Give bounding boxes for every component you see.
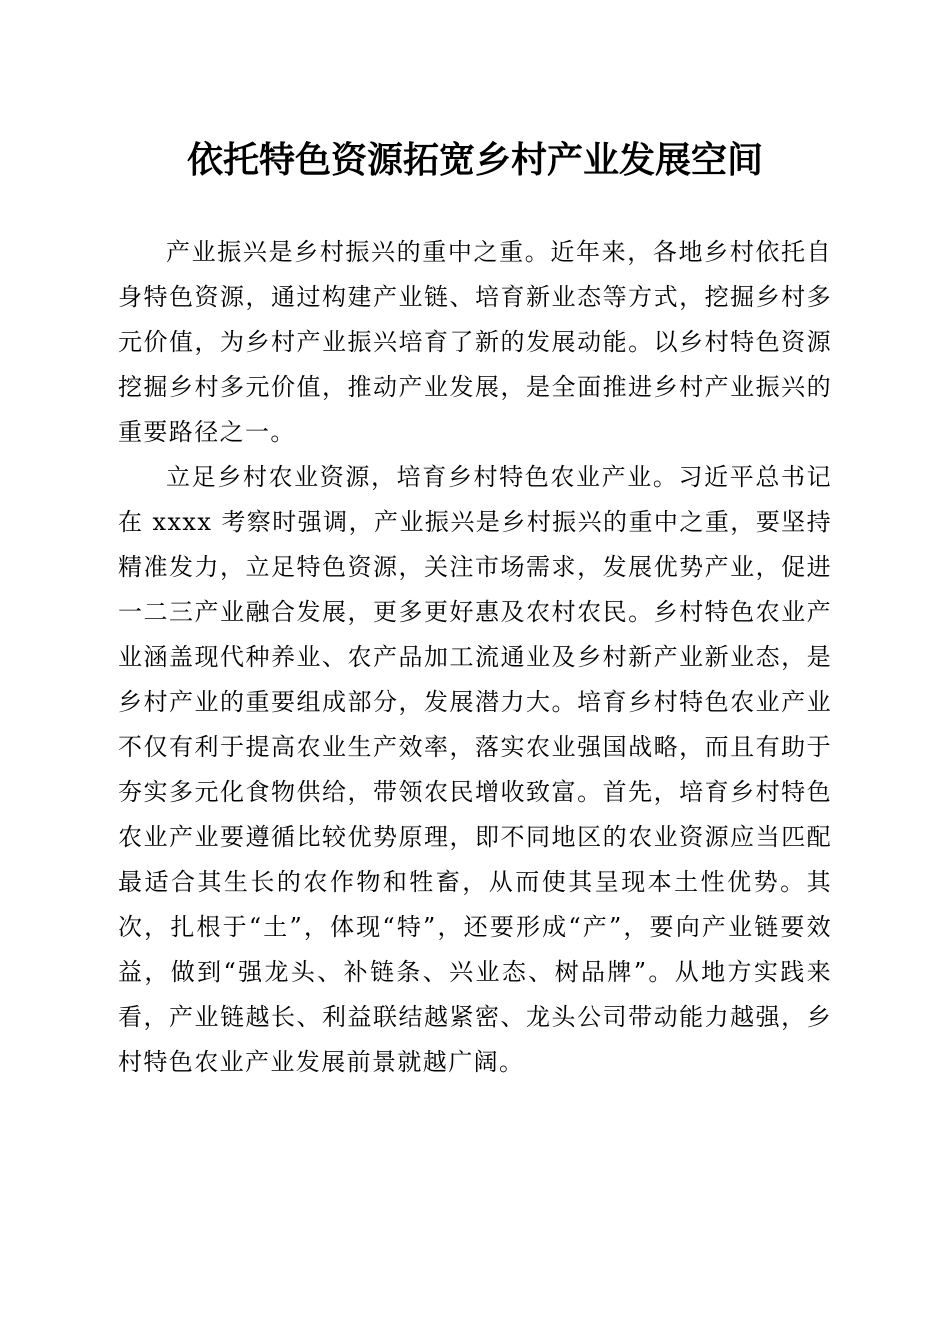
document-body	[118, 230, 832, 1085]
paragraph-1: 产业振兴是乡村振兴的重中之重。近年来，各地乡村依托自身特色资源，通过构建产业链、培育新业态等方式，挖掘乡村多元价值，为乡村产业振兴培育了新的发展动能。以乡村特色资源挖掘乡村多元价值，推动产业发展，是全面推进乡村产业振兴的重要路径之一。	[118, 238, 832, 446]
document-title: 依托特色资源拓宽乡村产业发展空间	[186, 139, 763, 181]
paragraph-2: 立足乡村农业资源，培育乡村特色农业产业。习近平总书记在 xxxx 考察时强调，产业振兴是乡村振兴的重中之重，要坚持精准发力，立足特色资源，关注市场需求，发展优势产业，促进一二三产业融合发展，更多更好惠及农村农民。乡村特色农业产业涵盖现代种养业、农产品加工流通业及乡村新产业新业态，是乡村产业的重要组成部分，发展潜力大。培育乡村特色农业产业不仅有利于提高农业生产效率，落实农业强国战略，而且有助于夯实多元化食物供给，带领农民增收致富。首先，培育乡村特色农业产业要遵循比较优势原理，即不同地区的农业资源应当匹配最适合其生长的农作物和牲畜，从而使其呈现本土性优势。其次，扎根于“土”，体现“特”，还要形成“产”，要向产业链要效益，做到“强龙头、补链条、兴业态、树品牌”。从地方实践来看，产业链越长、利益联结越紧密、龙头公司带动能力越强，乡村特色农业产业发展前景就越广阔。	[118, 463, 832, 1076]
